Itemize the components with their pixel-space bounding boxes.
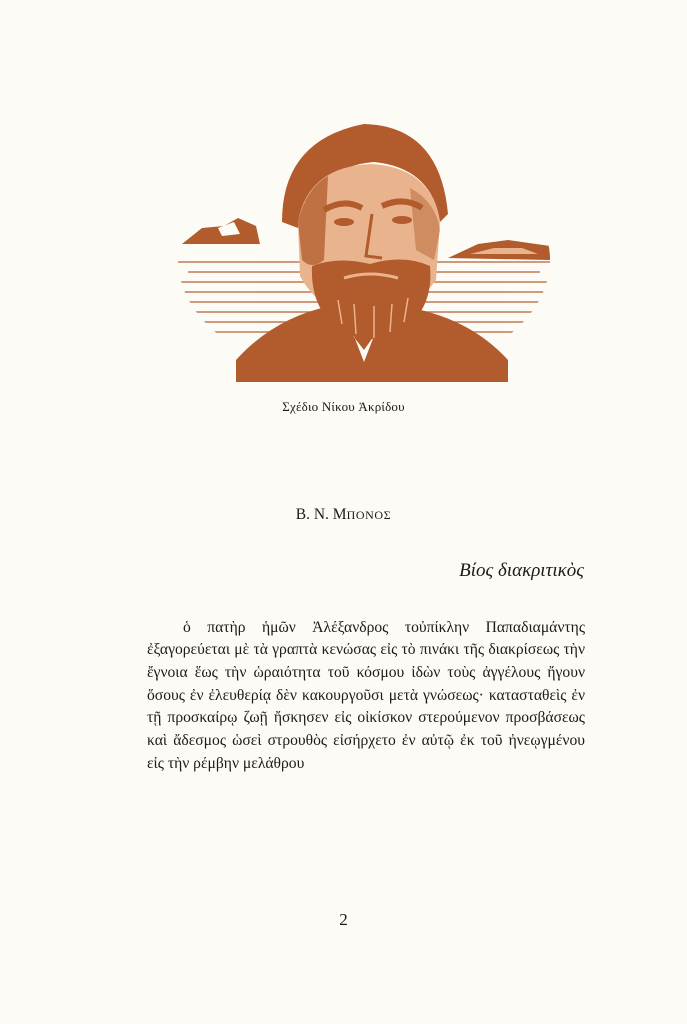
author-surname-smallcaps: ΠΟΝΟΣ [346, 508, 392, 522]
page-number: 2 [339, 910, 348, 929]
article-body: ὁ πατὴρ ἡμῶν Ἀλέξανδρος τοὐπίκλην Παπαδιαμάντης ἐξαγορεύεται μὲ τὰ γραπτὰ κενώσας εἰς τὸ πινάκι τῆς διακρίσεως τὴν ἔγνοια ἕως τὴν ὡραιότητα τοῦ κόσμου ἰδὼν τοὺς ἀγγέλους ἤγουν ὅσους ἐν ἐλευθερίᾳ δὲν κακουργοῦσι μετὰ γνώσεως· κατασταθεὶς ἐν τῇ προσκαίρῳ ζωῇ ἤσκησεν εἰς οἰκίσκον στερούμενον προσβάσεως καὶ ἄδεσμος ὡσεὶ στρουθὸς εἰσήρχετο ἐν αὐτῷ ἐκ τοῦ ἠνεῳγμένου εἰς τὴν ρέμβην μελάθρου [147, 618, 585, 772]
author-name [0, 506, 687, 524]
author-initials: Β. Ν. Μ [295, 506, 347, 523]
illustration-caption: Σχέδιο Νίκου Ἀκρίδου [282, 399, 405, 414]
portrait-illustration [178, 110, 550, 382]
article-title: Βίος διακριτικὸς [459, 560, 584, 581]
